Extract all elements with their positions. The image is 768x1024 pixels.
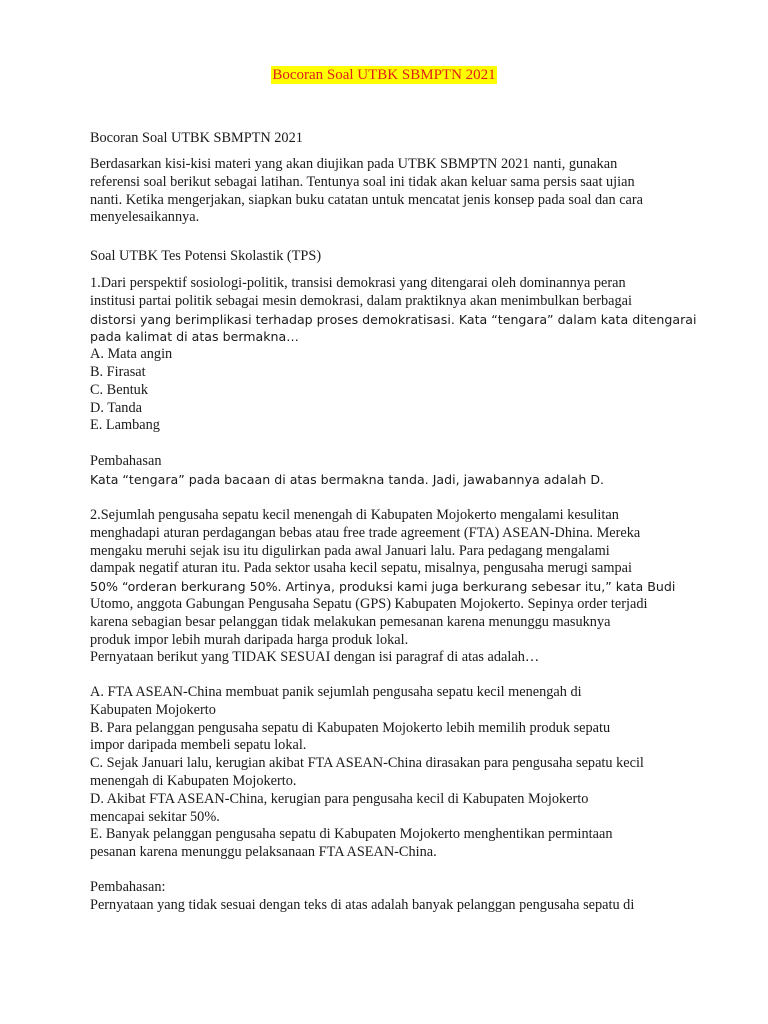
question-line: karena sebagian besar pelanggan tidak melakukan pemesanan karena menunggu masuknya	[90, 613, 611, 630]
question-line: distorsi yang berimplikasi terhadap proses demokratisasi. Kata “tengara” dalam kata ditengarai	[90, 311, 697, 327]
question-line: Utomo, anggota Gabungan Pengusaha Sepatu (GPS) Kabupaten Mojokerto. Sepinya order terjadi	[90, 595, 648, 612]
question-1	[90, 275, 697, 435]
option-b-cont: impor daripada membeli sepatu lokal.	[90, 737, 307, 754]
question-2	[90, 507, 690, 667]
option-d: D. Tanda	[90, 399, 142, 416]
section-title: Soal UTBK Tes Potensi Skolastik (TPS)	[90, 248, 322, 264]
discussion-2	[90, 879, 690, 915]
option-a: A. Mata angin	[90, 346, 173, 363]
discussion-text: Kata “tengara” pada bacaan di atas bermakna tanda. Jadi, jawabannya adalah D.	[90, 471, 605, 487]
question-line: 50% “orderan berkurang 50%. Artinya, produksi kami juga berkurang sebesar itu,” kata Budi	[90, 579, 676, 595]
question-2-options	[90, 684, 690, 862]
option-c: C. Sejak Januari lalu, kerugian akibat FTA ASEAN-China dirasakan para pengusaha sepatu kecil	[90, 755, 644, 772]
question-line: institusi partai politik sebagai mesin demokrasi, dalam praktiknya akan menimbulkan berbagai	[90, 292, 632, 309]
question-prompt: Pernyataan berikut yang TIDAK SESUAI dengan isi paragraf di atas adalah…	[90, 649, 540, 666]
question-line: 1.Dari perspektif sosiologi-politik, transisi demokrasi yang ditengarai oleh dominannya peran	[90, 275, 626, 291]
option-e: E. Lambang	[90, 417, 160, 434]
intro-line: menyelesaikannya.	[90, 209, 200, 226]
option-c: C. Bentuk	[90, 381, 148, 398]
intro-line: referensi soal berikut sebagai latihan. Tentunya soal ini tidak akan keluar sama persis saat ujian	[90, 173, 635, 190]
discussion-label: Pembahasan	[90, 453, 162, 469]
option-e-cont: pesanan karena menunggu pelaksanaan FTA ASEAN-China.	[90, 844, 437, 861]
intro-paragraph	[90, 156, 690, 227]
option-d-cont: mencapai sekitar 50%.	[90, 808, 220, 825]
question-line: 2.Sejumlah pengusaha sepatu kecil menengah di Kabupaten Mojokerto mengalami kesulitan	[90, 507, 619, 523]
question-line: produk impor lebih murah daripada harga produk lokal.	[90, 631, 409, 648]
intro-line: nanti. Ketika mengerjakan, siapkan buku catatan untuk mencatat jenis konsep pada soal dan cara	[90, 191, 644, 208]
question-line: dampak negatif aturan itu. Pada sektor usaha kecil sepatu, misalnya, pengusaha merugi sampai	[90, 560, 632, 577]
option-d: D. Akibat FTA ASEAN-China, kerugian para pengusaha kecil di Kabupaten Mojokerto	[90, 790, 589, 807]
option-e: E. Banyak pelanggan pengusaha sepatu di Kabupaten Mojokerto menghentikan permintaan	[90, 826, 613, 843]
discussion-label: Pembahasan:	[90, 879, 166, 895]
heading: Bocoran Soal UTBK SBMPTN 2021	[90, 130, 303, 146]
option-a: A. FTA ASEAN-China membuat panik sejumlah pengusaha sepatu kecil menengah di	[90, 684, 582, 700]
option-a-cont: Kabupaten Mojokerto	[90, 701, 216, 718]
option-b: B. Firasat	[90, 363, 146, 380]
question-line: pada kalimat di atas bermakna…	[90, 329, 299, 345]
document-title-wrap	[0, 66, 768, 84]
option-b: B. Para pelanggan pengusaha sepatu di Kabupaten Mojokerto lebih memilih produk sepatu	[90, 719, 611, 736]
question-line: menghadapi aturan perdagangan bebas atau free trade agreement (FTA) ASEAN-Dhina. Mereka	[90, 524, 641, 541]
option-c-cont: menengah di Kabupaten Mojokerto.	[90, 772, 297, 789]
question-line: mengaku meruhi sejak isu itu digulirkan pada awal Januari lalu. Para pedagang mengalami	[90, 542, 610, 559]
intro-line: Berdasarkan kisi-kisi materi yang akan diujikan pada UTBK SBMPTN 2021 nanti, gunakan	[90, 156, 618, 172]
discussion-text: Pernyataan yang tidak sesuai dengan teks di atas adalah banyak pelanggan pengusaha sepatu di	[90, 896, 635, 913]
discussion-1	[90, 453, 690, 489]
document-title: Bocoran Soal UTBK SBMPTN 2021	[272, 67, 496, 83]
